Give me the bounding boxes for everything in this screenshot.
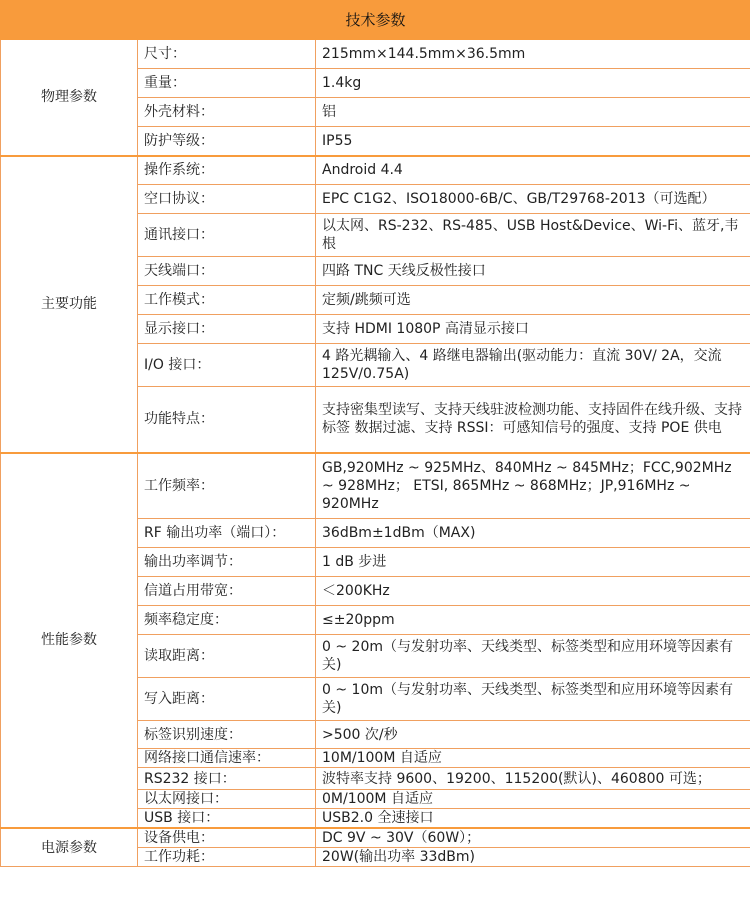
table-row bbox=[1, 828, 750, 848]
spec-value: EPC C1G2、ISO18000-6B/C、GB/T29768-2013（可选配） bbox=[316, 185, 750, 214]
spec-value: 铝 bbox=[316, 98, 750, 127]
spec-label: RF 输出功率（端口）： bbox=[138, 519, 316, 548]
spec-value: 0 ~ 20m（与发射功率、天线类型、标签类型和应用环境等因素有关) bbox=[316, 635, 750, 678]
spec-value: 4 路光耦输入、4 路继电器输出(驱动能力：直流 30V/ 2A，交流 125V/0.75A) bbox=[316, 344, 750, 387]
spec-label: 以太网接口： bbox=[138, 790, 316, 809]
table-row bbox=[1, 156, 750, 185]
table-title: 技术参数 bbox=[1, 1, 750, 40]
spec-label: 输出功率调节： bbox=[138, 548, 316, 577]
spec-label: 工作模式： bbox=[138, 286, 316, 315]
spec-value: IP55 bbox=[316, 127, 750, 156]
category-cell: 电源参数 bbox=[1, 828, 138, 867]
spec-value: GB,920MHz ~ 925MHz、840MHz ~ 845MHz；FCC,902MHz ~ 928MHz； ETSI, 865MHz ~ 868MHz；JP,916MHz ~ 920MHz bbox=[316, 453, 750, 519]
spec-label: 标签识别速度： bbox=[138, 721, 316, 749]
spec-label: 工作功耗： bbox=[138, 848, 316, 867]
spec-value: 四路 TNC 天线反极性接口 bbox=[316, 257, 750, 286]
spec-value: 1.4kg bbox=[316, 69, 750, 98]
spec-label: 工作频率： bbox=[138, 453, 316, 519]
category-cell: 物理参数 bbox=[1, 40, 138, 156]
spec-label: 外壳材料： bbox=[138, 98, 316, 127]
spec-value: 0 ~ 10m（与发射功率、天线类型、标签类型和应用环境等因素有关) bbox=[316, 678, 750, 721]
spec-label: USB 接口： bbox=[138, 809, 316, 829]
spec-value: 定频/跳频可选 bbox=[316, 286, 750, 315]
spec-value: 10M/100M 自适应 bbox=[316, 749, 750, 768]
spec-label: 尺寸： bbox=[138, 40, 316, 69]
spec-label: 天线端口： bbox=[138, 257, 316, 286]
spec-label: 写入距离： bbox=[138, 678, 316, 721]
spec-label: 读取距离： bbox=[138, 635, 316, 678]
spec-label: 操作系统： bbox=[138, 156, 316, 185]
category-cell: 性能参数 bbox=[1, 453, 138, 829]
table-header-row bbox=[1, 1, 750, 40]
spec-label: 空口协议： bbox=[138, 185, 316, 214]
spec-value: 支持密集型读写、支持天线驻波检测功能、支持固件在线升级、支持标签 数据过滤、支持 RSSI：可感知信号的强度、支持 POE 供电 bbox=[316, 387, 750, 453]
spec-label: 功能特点： bbox=[138, 387, 316, 453]
spec-value: ≤±20ppm bbox=[316, 606, 750, 635]
spec-label: 显示接口： bbox=[138, 315, 316, 344]
spec-value: DC 9V ~ 30V（60W）； bbox=[316, 828, 750, 848]
spec-value: ＜200KHz bbox=[316, 577, 750, 606]
spec-value: 215mm×144.5mm×36.5mm bbox=[316, 40, 750, 69]
spec-value: USB2.0 全速接口 bbox=[316, 809, 750, 829]
table-row bbox=[1, 40, 750, 69]
spec-value: 支持 HDMI 1080P 高清显示接口 bbox=[316, 315, 750, 344]
spec-value: 以太网、RS-232、RS-485、USB Host&Device、Wi-Fi、蓝牙,韦根 bbox=[316, 214, 750, 257]
spec-value: 36dBm±1dBm（MAX) bbox=[316, 519, 750, 548]
spec-value: 0M/100M 自适应 bbox=[316, 790, 750, 809]
spec-value: >500 次/秒 bbox=[316, 721, 750, 749]
spec-label: 频率稳定度： bbox=[138, 606, 316, 635]
spec-value: 1 dB 步进 bbox=[316, 548, 750, 577]
spec-value: 波特率支持 9600、19200、115200(默认)、460800 可选； bbox=[316, 768, 750, 790]
spec-value: 20W(输出功率 33dBm) bbox=[316, 848, 750, 867]
spec-label: 防护等级： bbox=[138, 127, 316, 156]
category-cell: 主要功能 bbox=[1, 156, 138, 453]
spec-label: RS232 接口： bbox=[138, 768, 316, 790]
table-row bbox=[1, 453, 750, 519]
spec-value: Android 4.4 bbox=[316, 156, 750, 185]
spec-label: I/O 接口： bbox=[138, 344, 316, 387]
spec-label: 信道占用带宽： bbox=[138, 577, 316, 606]
spec-label: 网络接口通信速率： bbox=[138, 749, 316, 768]
spec-label: 通讯接口： bbox=[138, 214, 316, 257]
spec-label: 重量： bbox=[138, 69, 316, 98]
spec-label: 设备供电： bbox=[138, 828, 316, 848]
